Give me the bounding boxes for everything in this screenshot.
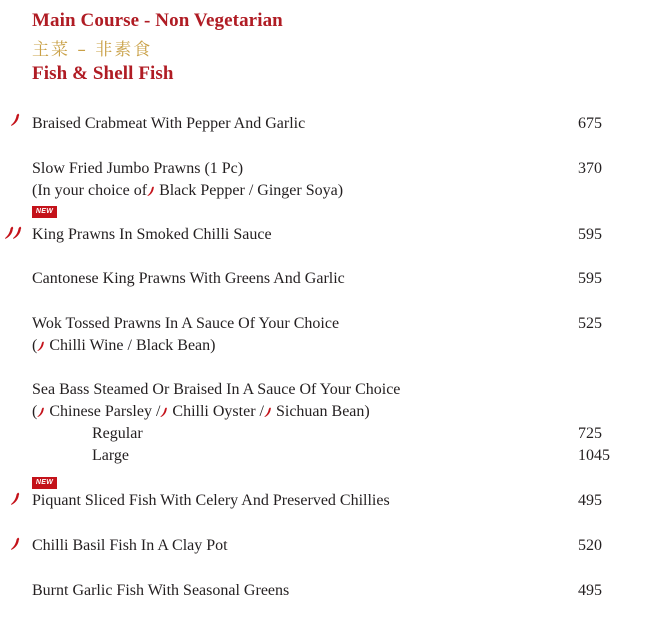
- item-options: [32, 401, 370, 423]
- option-chinese-parsley: Chinese Parsley /: [45, 403, 161, 420]
- section-title: Main Course - Non Vegetarian: [32, 10, 283, 31]
- item-name: Sea Bass Steamed Or Braised In A Sauce Of Your Choice: [32, 381, 401, 398]
- chili-pepper-icon: [10, 492, 21, 506]
- item-price: 370: [578, 160, 602, 177]
- item-name: Wok Tossed Prawns In A Sauce Of Your Choice: [32, 315, 340, 332]
- option-chilli-wine-black-bean: Chilli Wine / Black Bean): [45, 337, 216, 354]
- chili-pepper-icon: [264, 407, 272, 418]
- chili-pepper-icon: [10, 113, 21, 127]
- item-name: King Prawns In Smoked Chilli Sauce: [32, 226, 272, 243]
- item-options: [32, 180, 343, 202]
- item-name: Piquant Sliced Fish With Celery And Preserved Chillies: [32, 492, 390, 509]
- item-price: 495: [578, 582, 602, 599]
- item-price: 495: [578, 492, 602, 509]
- size-label-large: Large: [92, 447, 130, 464]
- item-name: Chilli Basil Fish In A Clay Pot: [32, 537, 228, 554]
- item-price: 595: [578, 226, 602, 243]
- section-title-chinese: 主菜 – 非素食: [32, 40, 153, 60]
- item-price: 520: [578, 537, 602, 554]
- option-sichuan-bean: Sichuan Bean): [271, 403, 370, 420]
- size-price-regular: 725: [578, 425, 602, 442]
- option-ginger-soya: Ginger Soya): [257, 182, 344, 199]
- item-price: 525: [578, 315, 602, 332]
- options-prefix: (: [32, 337, 38, 354]
- item-name: Cantonese King Prawns With Greens And Garlic: [32, 270, 345, 287]
- size-label-regular: Regular: [92, 425, 143, 442]
- options-prefix: (: [32, 403, 38, 420]
- new-badge: NEW: [32, 477, 57, 489]
- item-price: 675: [578, 115, 602, 132]
- item-options: [32, 335, 215, 357]
- new-badge: NEW: [32, 206, 57, 218]
- option-chilli-oyster: Chilli Oyster /: [168, 403, 264, 420]
- options-prefix: (In your choice of: [32, 182, 148, 199]
- item-name: Burnt Garlic Fish With Seasonal Greens: [32, 582, 290, 599]
- subsection-title: Fish & Shell Fish: [32, 63, 174, 84]
- option-black-pepper: Black Pepper /: [155, 182, 258, 199]
- item-name: Slow Fried Jumbo Prawns (1 Pc): [32, 160, 244, 177]
- size-price-large: 1045: [578, 447, 610, 464]
- item-price: 595: [578, 270, 602, 287]
- chili-pepper-icon: [10, 537, 21, 551]
- chili-pepper-icon: [147, 186, 155, 197]
- item-name: Braised Crabmeat With Pepper And Garlic: [32, 115, 306, 132]
- chili-pepper-icon: [12, 226, 23, 240]
